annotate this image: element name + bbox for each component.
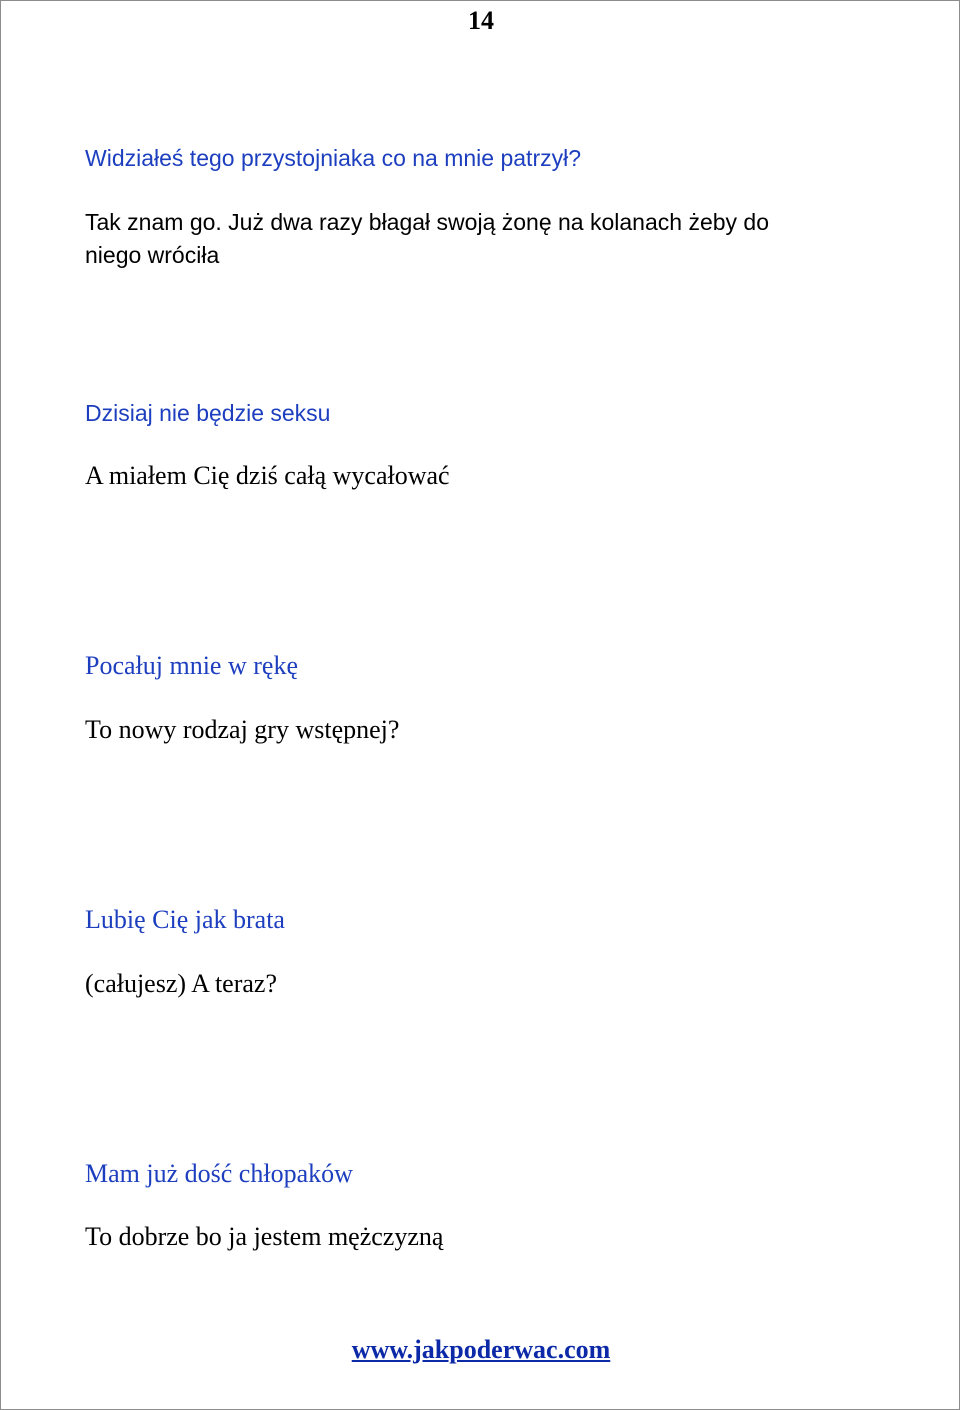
joke-2-answer: A miałem Cię dziś całą wycałować — [85, 461, 450, 490]
page-number: 14 — [468, 6, 494, 35]
joke-5-question: Mam już dość chłopaków — [85, 1159, 353, 1188]
joke-5-answer: To dobrze bo ja jestem mężczyzną — [85, 1222, 444, 1251]
joke-3-question: Pocałuj mnie w rękę — [85, 651, 298, 680]
joke-1-question: Widziałeś tego przystojniaka co na mnie patrzył? — [85, 145, 582, 171]
joke-1-answer-line-1: Tak znam go. Już dwa razy błagał swoją żonę na kolanach żeby do — [85, 209, 770, 235]
joke-3-answer: To nowy rodzaj gry wstępnej? — [85, 715, 400, 744]
joke-4-question: Lubię Cię jak brata — [85, 905, 285, 934]
footer-website-link[interactable]: www.jakpoderwac.com — [351, 1335, 611, 1364]
joke-2-question: Dzisiaj nie będzie seksu — [85, 400, 331, 426]
joke-4-answer: (całujesz) A teraz? — [85, 969, 277, 998]
joke-1-answer-line-2: niego wróciła — [85, 242, 220, 268]
